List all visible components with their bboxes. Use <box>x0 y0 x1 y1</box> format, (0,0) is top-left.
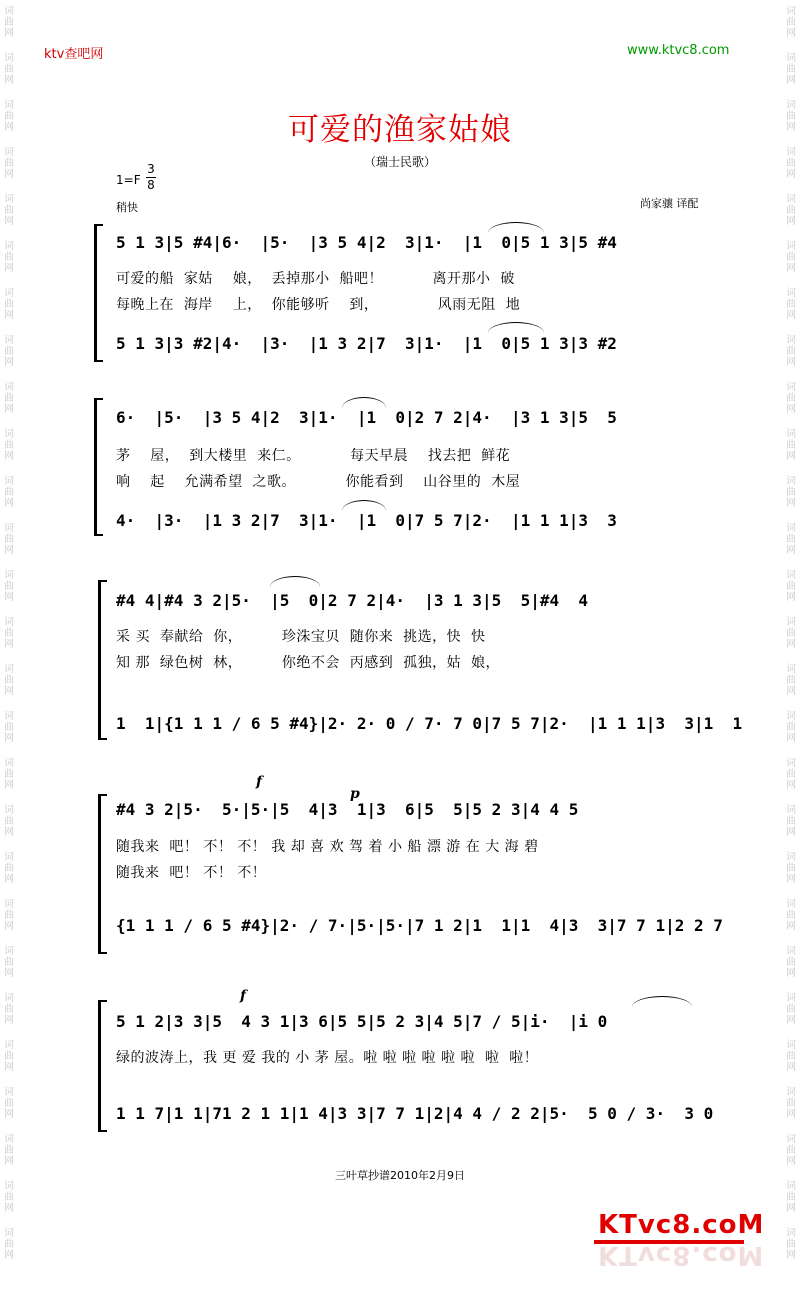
song-subtitle: （瑞士民歌） <box>363 155 436 169</box>
watermark-glyph-group: 词 曲 网 <box>786 53 796 86</box>
watermark-glyph-group: 词 曲 网 <box>786 899 796 932</box>
system-1-bracket <box>94 224 97 362</box>
logo-reflection: KTvc8.coM <box>598 1240 765 1270</box>
watermark-glyph-group: 词 曲 网 <box>786 758 796 791</box>
system-2-tie <box>342 397 386 408</box>
site-url-right[interactable]: www.ktvc8.com <box>627 43 730 58</box>
watermark-glyph-group: 词 曲 网 <box>4 100 14 133</box>
song-title: 可爱的渔家姑娘 <box>288 112 512 148</box>
system-4-forte-marking: f <box>256 774 263 790</box>
watermark-glyph-group: 词 曲 网 <box>786 1087 796 1120</box>
watermark-glyph-group: 词 曲 网 <box>4 805 14 838</box>
system-3-lyric-1: 采 买 奉献给 你， 珍洙宝贝 随你来 挑选，快 快 <box>116 629 486 645</box>
system-4-piano-marking: p <box>350 786 360 802</box>
watermark-glyph-group: 词 曲 网 <box>786 805 796 838</box>
key-signature: 1=F <box>116 173 141 187</box>
system-3-lyric-2: 知 那 绿色树 林， 你绝不会 丙感到 孤独，姑 娘， <box>116 655 501 671</box>
system-5-upper-notes: 5 1 2|3 3|5 4 3 1|3 6|5 5|5 2 3|4 5|7 / 5|i· |i 0 <box>116 1012 608 1031</box>
arranger-credit: 尚家骧 译配 <box>640 197 699 210</box>
system-2-upper-notes: 6· |5· |3 5 4|2 3|1· |1 0|2 7 2|4· |3 1 3|5 5 <box>116 408 617 427</box>
watermark-glyph-group: 词 曲 网 <box>4 382 14 415</box>
watermark-glyph-group: 词 曲 网 <box>4 53 14 86</box>
system-1-lyric-2: 每晚上在 海岸 上， 你能够听 到， 风雨无阻 地 <box>116 297 521 313</box>
watermark-glyph-group: 词 曲 网 <box>4 288 14 321</box>
system-4-lyric-1: 随我来 吧！ 不！ 不！ 我 却 喜 欢 驾 着 小 船 漂 游 在 大 海 碧 <box>116 839 539 855</box>
watermark-glyph-group: 词 曲 网 <box>786 429 796 462</box>
watermark-glyph-group: 词 曲 网 <box>786 6 796 39</box>
watermark-glyph-group: 词 曲 网 <box>786 382 796 415</box>
watermark-glyph-group: 词 曲 网 <box>786 711 796 744</box>
watermark-glyph-group: 词 曲 网 <box>4 1087 14 1120</box>
meter-bottom: 8 <box>147 178 155 192</box>
system-3-bracket <box>98 580 101 740</box>
watermark-glyph-group: 词 曲 网 <box>4 241 14 274</box>
watermark-glyph-group: 词 曲 网 <box>4 1040 14 1073</box>
system-1-lyric-1: 可爱的船 家姑 娘， 丢掉那小 船吧！ 离开那小 破 <box>116 271 515 287</box>
watermark-glyph-group: 词 曲 网 <box>786 194 796 227</box>
watermark-glyph-group: 词 曲 网 <box>4 617 14 650</box>
watermark-glyph-group: 词 曲 网 <box>4 6 14 39</box>
watermark-glyph-group: 词 曲 网 <box>786 147 796 180</box>
watermark-glyph-group: 词 曲 网 <box>786 664 796 697</box>
system-3-tie <box>270 576 320 587</box>
watermark-glyph-group: 词 曲 网 <box>4 1228 14 1261</box>
watermark-glyph-group: 词 曲 网 <box>4 899 14 932</box>
system-5-tie <box>632 996 692 1007</box>
right-watermark-column <box>784 0 798 1266</box>
watermark-glyph-group: 词 曲 网 <box>786 993 796 1026</box>
system-2-lower-tie <box>342 500 386 511</box>
system-5-bracket <box>98 1000 101 1132</box>
watermark-glyph-group: 词 曲 网 <box>786 570 796 603</box>
watermark-glyph-group: 词 曲 网 <box>786 1134 796 1167</box>
watermark-glyph-group: 词 曲 网 <box>786 1181 796 1214</box>
watermark-glyph-group: 词 曲 网 <box>786 1228 796 1261</box>
watermark-glyph-group: 词 曲 网 <box>4 194 14 227</box>
system-3-upper-notes: #4 4|#4 3 2|5· |5 0|2 7 2|4· |3 1 3|5 5|#4 4 <box>116 591 589 610</box>
system-5-lyric-1: 绿的波涛上，我 更 爱 我的 小 茅 屋。啦 啦 啦 啦 啦 啦 啦 啦！ <box>116 1050 539 1066</box>
watermark-glyph-group: 词 曲 网 <box>786 1040 796 1073</box>
watermark-glyph-group: 词 曲 网 <box>4 852 14 885</box>
system-1-lower-tie <box>488 322 544 333</box>
watermark-glyph-group: 词 曲 网 <box>786 852 796 885</box>
watermark-glyph-group: 词 曲 网 <box>4 1134 14 1167</box>
time-signature <box>146 163 156 192</box>
system-1-upper-notes: 5 1 3|5 #4|6· |5· |3 5 4|2 3|1· |1 0|5 1 3|5 #4 <box>116 233 617 252</box>
watermark-glyph-group: 词 曲 网 <box>4 523 14 556</box>
system-3-lower-notes: 1 1|{1 1 1 / 6 5 #4}|2· 2· 0 / 7· 7 0|7 5 7|2· |1 1 1|3 3|1 1 <box>116 714 743 733</box>
watermark-glyph-group: 词 曲 网 <box>4 711 14 744</box>
system-2-lyric-1: 茅 屋， 到大楼里 来仁。 每天早晨 找去把 鲜花 <box>116 448 511 464</box>
watermark-glyph-group: 词 曲 网 <box>786 476 796 509</box>
watermark-glyph-group: 词 曲 网 <box>4 946 14 979</box>
watermark-glyph-group: 词 曲 网 <box>4 993 14 1026</box>
system-2-lyric-2: 响 起 允满希望 之歌。 你能看到 山谷里的 木屋 <box>116 474 521 490</box>
transcriber-footer: 三叶草抄谱2010年2月9日 <box>335 1169 465 1182</box>
site-name-left[interactable]: ktv查吧网 <box>44 47 104 62</box>
watermark-glyph-group: 词 曲 网 <box>786 100 796 133</box>
watermark-glyph-group: 词 曲 网 <box>786 288 796 321</box>
system-5-lower-notes: 1 1 7|1 1|71 2 1 1|1 4|3 3|7 7 1|2|4 4 / 2 2|5· 5 0 / 3· 3 0 <box>116 1104 714 1123</box>
system-4-bracket <box>98 794 101 954</box>
watermark-glyph-group: 词 曲 网 <box>786 946 796 979</box>
watermark-glyph-group: 词 曲 网 <box>4 570 14 603</box>
watermark-glyph-group: 词 曲 网 <box>786 523 796 556</box>
tempo-marking: 稍快 <box>116 201 138 214</box>
watermark-glyph-group: 词 曲 网 <box>786 241 796 274</box>
watermark-glyph-group: 词 曲 网 <box>4 1181 14 1214</box>
system-2-bracket <box>94 398 97 536</box>
watermark-glyph-group: 词 曲 网 <box>4 758 14 791</box>
system-4-lower-notes: {1 1 1 / 6 5 #4}|2· / 7·|5·|5·|7 1 2|1 1|1 4|3 3|7 7 1|2 2 7 <box>116 916 723 935</box>
watermark-glyph-group: 词 曲 网 <box>4 429 14 462</box>
ktvc8-logo[interactable]: KTvc8.coM <box>598 1210 765 1240</box>
left-watermark-column <box>2 0 16 1266</box>
watermark-glyph-group: 词 曲 网 <box>786 335 796 368</box>
system-2-lower-notes: 4· |3· |1 3 2|7 3|1· |1 0|7 5 7|2· |1 1 1|3 3 <box>116 511 617 530</box>
meter-top: 3 <box>147 162 155 176</box>
system-4-lyric-2: 随我来 吧！ 不！ 不！ <box>116 865 267 881</box>
watermark-glyph-group: 词 曲 网 <box>4 335 14 368</box>
system-1-lower-notes: 5 1 3|3 #2|4· |3· |1 3 2|7 3|1· |1 0|5 1 3|3 #2 <box>116 334 617 353</box>
system-4-upper-notes: #4 3 2|5· 5·|5·|5 4|3 1|3 6|5 5|5 2 3|4 4 5 <box>116 800 579 819</box>
watermark-glyph-group: 词 曲 网 <box>4 664 14 697</box>
system-1-tie <box>488 222 544 233</box>
system-5-forte-marking: f <box>240 988 247 1004</box>
watermark-glyph-group: 词 曲 网 <box>4 476 14 509</box>
watermark-glyph-group: 词 曲 网 <box>786 617 796 650</box>
watermark-glyph-group: 词 曲 网 <box>4 147 14 180</box>
